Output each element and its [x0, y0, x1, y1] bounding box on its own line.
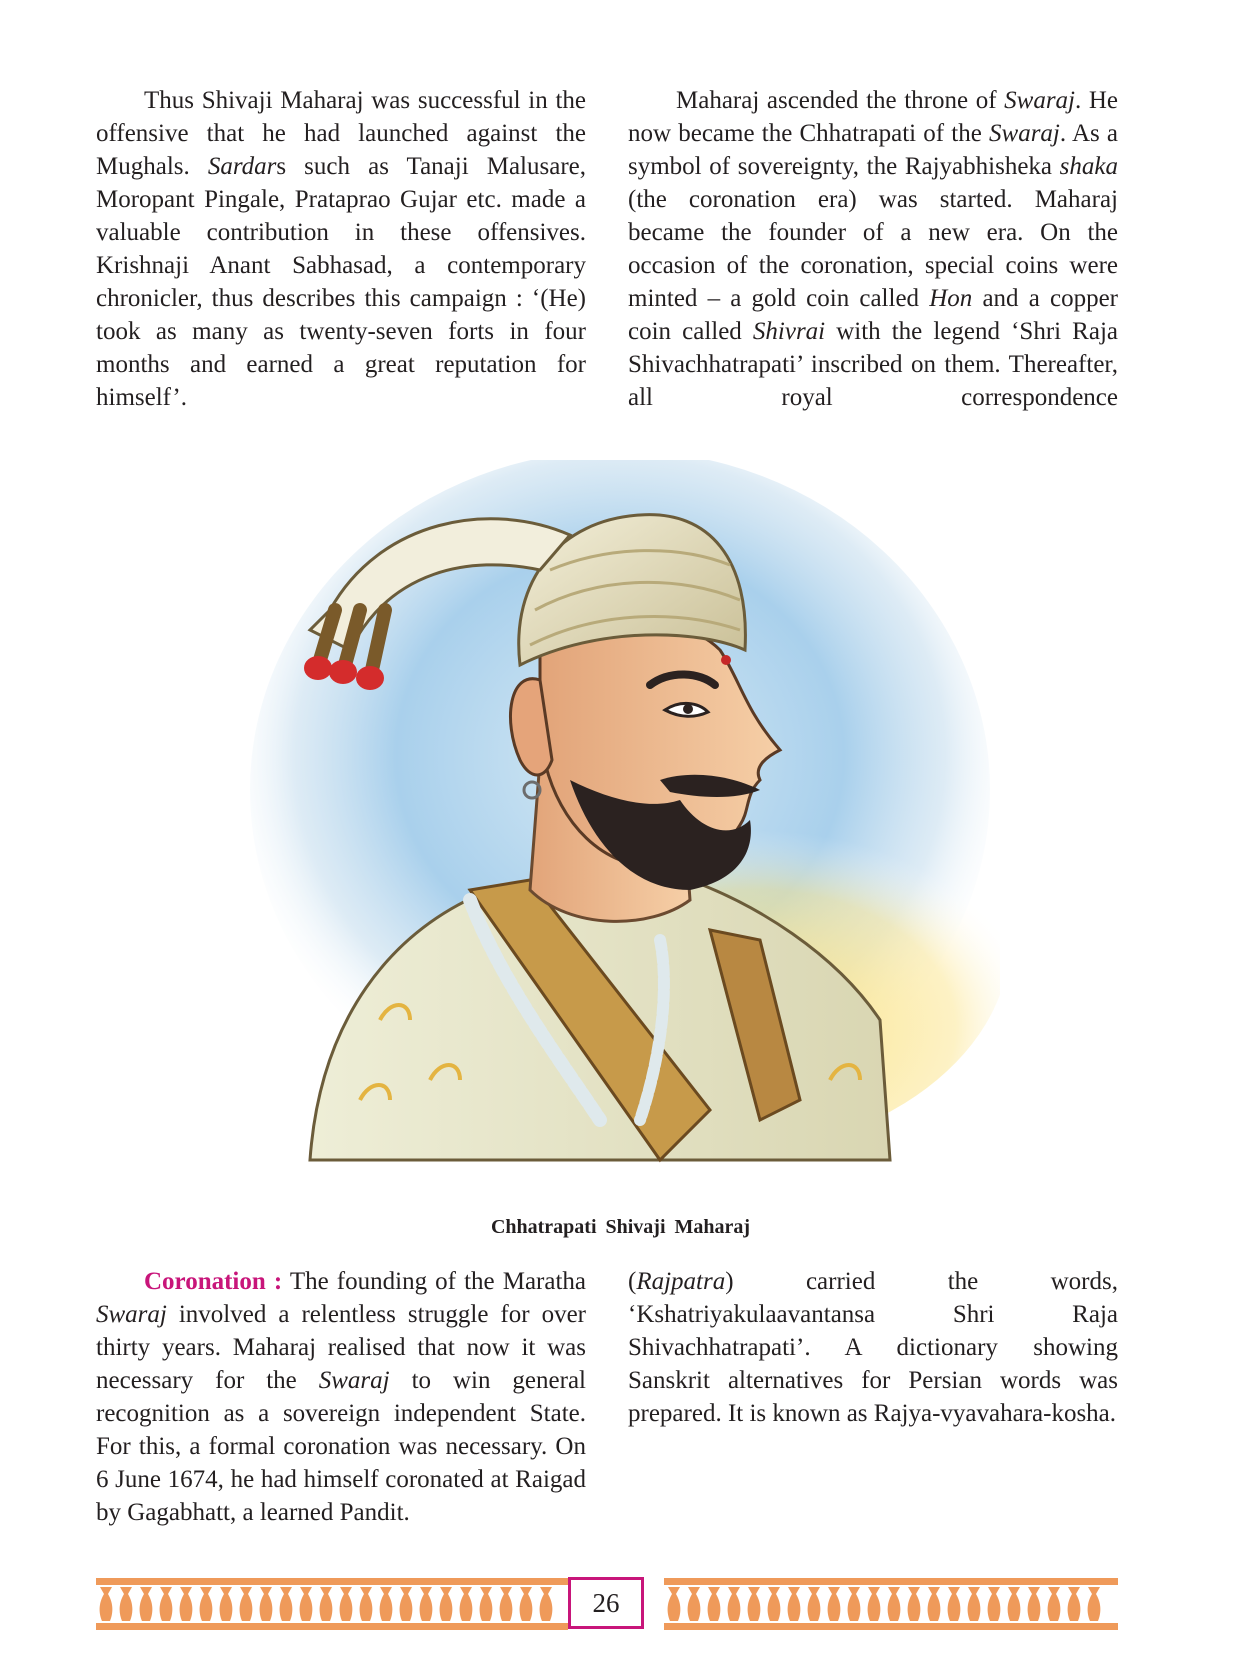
italic-term-swaraj: Swaraj — [318, 1367, 390, 1394]
baluster-shape — [768, 1587, 781, 1621]
baluster-shape — [948, 1587, 961, 1621]
baluster-shape — [380, 1587, 393, 1621]
italic-term-sardar: Sardar — [207, 153, 277, 180]
baluster-shape — [160, 1587, 173, 1621]
baluster-shape — [888, 1587, 901, 1621]
baluster-shape — [808, 1587, 821, 1621]
baluster-shape — [400, 1587, 413, 1621]
baluster-shape — [120, 1587, 133, 1621]
baluster-shape — [728, 1587, 741, 1621]
baluster-shape — [320, 1587, 333, 1621]
baluster-shape — [260, 1587, 273, 1621]
portrait-illustration — [240, 460, 1000, 1200]
decorative-border-left — [96, 1578, 568, 1630]
baluster-shape — [520, 1587, 533, 1621]
text-run: (the coronation era) was started. Maharaj became the founder of a new era. On the occasion of the coronation, special coins were minted – a gold coin called — [628, 186, 1118, 312]
baluster-shape — [340, 1587, 353, 1621]
paragraph-throne — [628, 84, 1118, 414]
baluster-shape — [1088, 1587, 1101, 1621]
italic-term-swaraj: Swaraj — [989, 120, 1060, 147]
baluster-shape — [968, 1587, 981, 1621]
baluster-shape — [848, 1587, 861, 1621]
baluster-shape — [360, 1587, 373, 1621]
text-run: The founding of the Maratha — [282, 1268, 587, 1295]
text-run: involved a relentless struggle for over thirty years. Maharaj realised that now it was necessary for the — [96, 1301, 586, 1394]
paragraph-rajpatra — [628, 1265, 1118, 1430]
italic-term-swaraj: Swaraj — [1004, 87, 1075, 114]
baluster-shape — [200, 1587, 213, 1621]
page-number-text: 26 — [592, 1587, 620, 1618]
text-run: ( — [628, 1268, 637, 1295]
baluster-shape — [928, 1587, 941, 1621]
italic-term-hon: Hon — [929, 285, 973, 312]
decorative-border-right — [664, 1578, 1118, 1630]
text-column-bottom-left — [96, 1265, 586, 1529]
baluster-shape — [280, 1587, 293, 1621]
baluster-shape — [988, 1587, 1001, 1621]
baluster-shape — [1008, 1587, 1021, 1621]
baluster-shape — [540, 1587, 553, 1621]
italic-term-rajpatra: Rajpatra — [636, 1268, 726, 1295]
baluster-shape — [500, 1587, 513, 1621]
text-column-bottom-right — [628, 1265, 1118, 1430]
text-column-top-left — [96, 84, 586, 414]
baluster-shape — [688, 1587, 701, 1621]
baluster-shape — [440, 1587, 453, 1621]
baluster-shape — [828, 1587, 841, 1621]
figure-caption: Chhatrapati Shivaji Maharaj — [490, 1216, 751, 1238]
baluster-shape — [1048, 1587, 1061, 1621]
text-run: ) carried the words, ‘Kshatriyakulaavantansa Shri Raja Shivachhatrapati’. A dictionary showing Sanskrit alternatives for Persian words was prepared. It is known as Rajya-vyavahara-kosha. — [628, 1268, 1118, 1427]
baluster-shape — [140, 1587, 153, 1621]
page-number — [568, 1577, 644, 1629]
text-run: . He now became the Chhatrapati of the — [628, 87, 1118, 147]
baluster-shape — [668, 1587, 681, 1621]
baluster-shape — [460, 1587, 473, 1621]
baluster-shape — [420, 1587, 433, 1621]
italic-term-shaka: shaka — [1059, 153, 1118, 180]
baluster-shape — [868, 1587, 881, 1621]
baluster-shape — [748, 1587, 761, 1621]
text-run: and a copper coin called — [628, 285, 1118, 345]
text-run: with the legend ‘Shri Raja Shivachhatrapati’ inscribed on them. Thereafter, all royal correspondence — [628, 318, 1118, 411]
section-heading-coronation: Coronation : — [144, 1268, 283, 1295]
baluster-shape — [908, 1587, 921, 1621]
baluster-shape — [100, 1587, 113, 1621]
baluster-shape — [300, 1587, 313, 1621]
baluster-shape — [788, 1587, 801, 1621]
baluster-shape — [1068, 1587, 1081, 1621]
baluster-shape — [240, 1587, 253, 1621]
baluster-shape — [220, 1587, 233, 1621]
paragraph-coronation — [96, 1265, 586, 1529]
text-column-top-right — [628, 84, 1118, 414]
text-run: to win general recognition as a sovereign independent State. For this, a formal coronation was necessary. On 6 June 1674, he had himself coronated at Raigad by Gagabhatt, a learned Pandit. — [96, 1367, 586, 1526]
baluster-shape — [1028, 1587, 1041, 1621]
text-run: . As a symbol of sovereignty, the Rajyabhisheka — [628, 120, 1119, 180]
baluster-shape — [480, 1587, 493, 1621]
text-run: Thus Shivaji Maharaj was successful in the offensive that he had launched against the Mughals. — [96, 87, 586, 180]
baluster-shape — [180, 1587, 193, 1621]
italic-term-shivrai: Shivrai — [752, 318, 826, 345]
paragraph-campaign — [96, 84, 586, 414]
italic-term-swaraj: Swaraj — [96, 1301, 167, 1328]
text-run: s such as Tanaji Malusare, Moropant Pingale, Prataprao Gujar etc. made a valuable contribution in these offensives. Krishnaji Anant Sabhasad, a contemporary chronicler, thus describes this campaign : ‘(He) took as many as twenty-seven forts in four months and earned a great reputation for himself’. — [96, 153, 587, 411]
text-run: Maharaj ascended the throne of — [676, 87, 1005, 114]
baluster-shape — [708, 1587, 721, 1621]
